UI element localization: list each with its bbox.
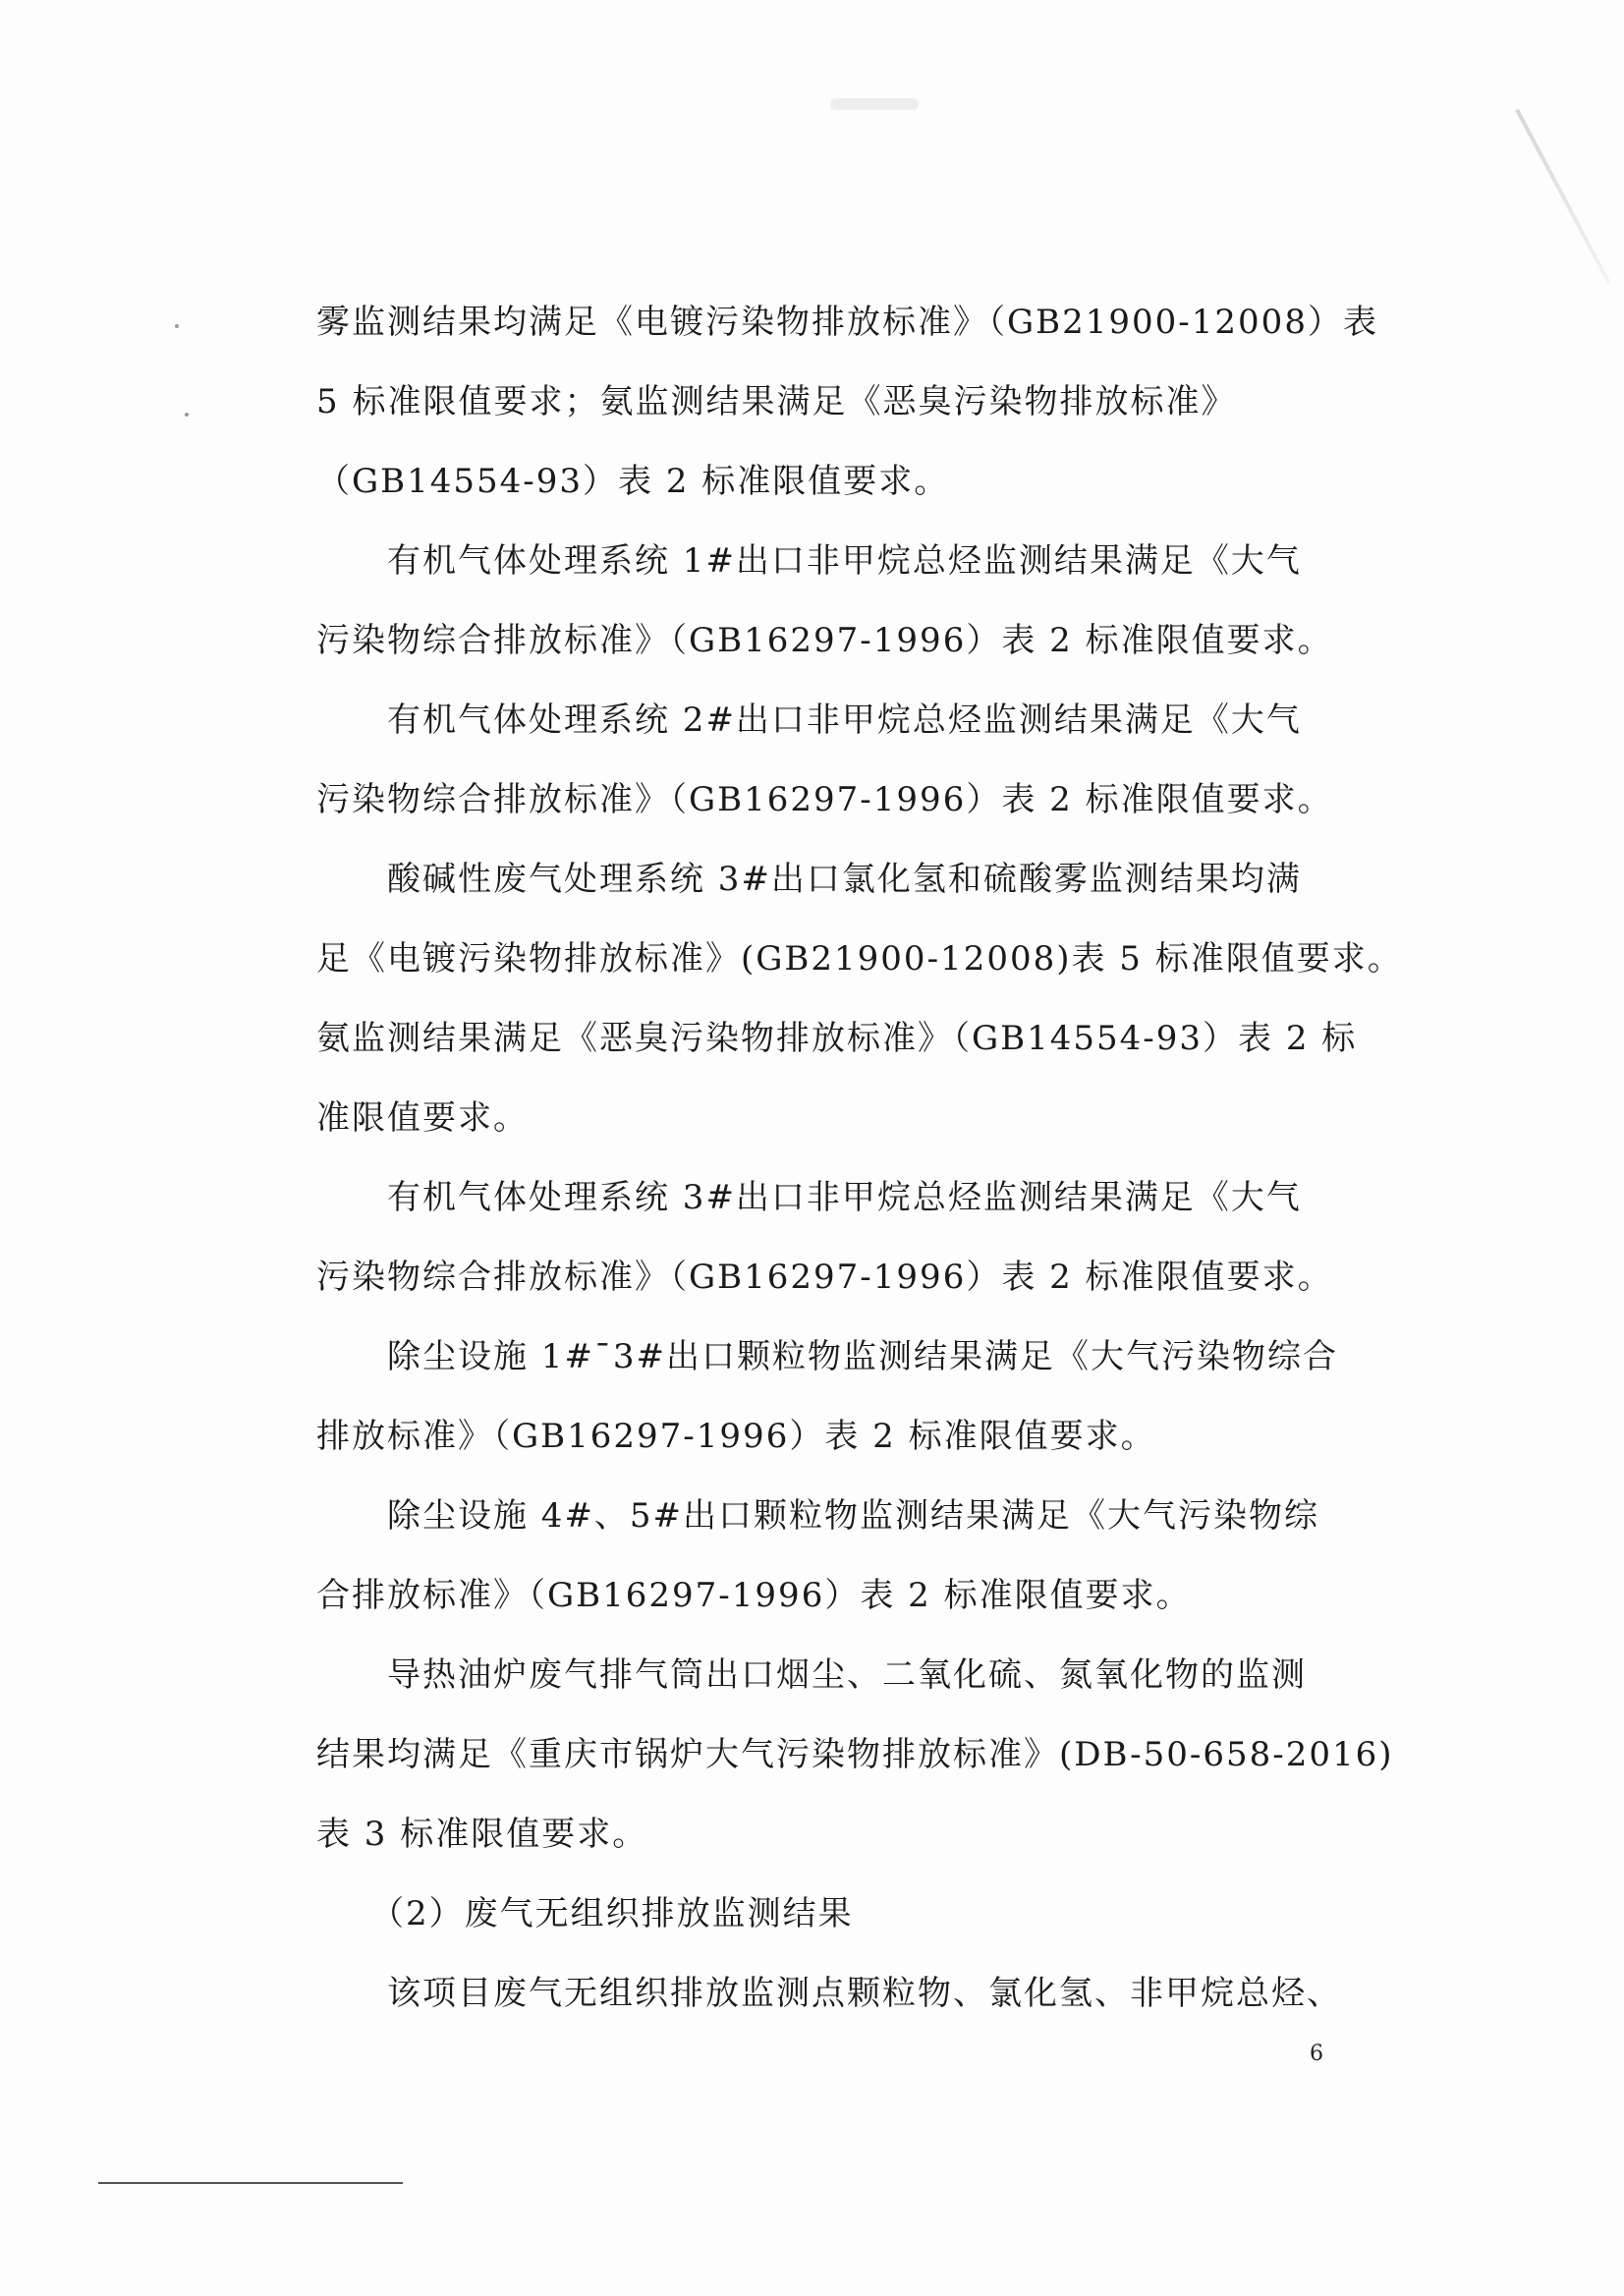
body-text [316,283,1403,2034]
text-line: 表 3 标准限值要求。 [316,1815,648,1854]
section-heading: （2）废气无组织排放监测结果 [316,1894,854,1933]
text-line: 准限值要求。 [316,1098,529,1138]
text-line: 雾监测结果均满足《电镀污染物排放标准》（GB21900-12008）表 [316,303,1378,342]
page-number: 6 [1310,2042,1323,2066]
text-line: 氨监测结果满足《恶臭污染物排放标准》（GB14554-93）表 2 标 [316,1019,1358,1058]
text-line: 除尘设施 1#¯3#出口颗粒物监测结果满足《大气污染物综合 [316,1337,1339,1376]
text-line: 污染物综合排放标准》（GB16297-1996）表 2 标准限值要求。 [316,1258,1333,1297]
text-line: 导热油炉废气排气筒出口烟尘、二氧化硫、氮氧化物的监测 [316,1655,1307,1695]
text-line: （GB14554-93）表 2 标准限值要求。 [316,462,950,501]
text-line: 足《电镀污染物排放标准》(GB21900-12008)表 5 标准限值要求。 [316,939,1403,979]
text-line: 结果均满足《重庆市锅炉大气污染物排放标准》(DB-50-658-2016) [316,1735,1394,1774]
scan-edge-mark [1515,109,1610,284]
text-line: 酸碱性废气处理系统 3#出口氯化氢和硫酸雾监测结果均满 [316,860,1302,899]
text-line: 排放标准》（GB16297-1996）表 2 标准限值要求。 [316,1417,1156,1456]
text-line: 该项目废气无组织排放监测点颗粒物、氯化氢、非甲烷总烃、 [316,1974,1342,2013]
text-line: 有机气体处理系统 1#出口非甲烷总烃监测结果满足《大气 [316,541,1302,581]
text-line: 污染物综合排放标准》（GB16297-1996）表 2 标准限值要求。 [316,780,1333,819]
text-line: 有机气体处理系统 2#出口非甲烷总烃监测结果满足《大气 [316,700,1302,740]
margin-dot [175,324,179,328]
margin-dot [185,413,189,417]
text-line: 除尘设施 4#、5#出口颗粒物监测结果满足《大气污染物综 [316,1496,1320,1536]
scan-smudge [830,98,919,110]
text-line: 合排放标准》（GB16297-1996）表 2 标准限值要求。 [316,1576,1192,1615]
text-line: 有机气体处理系统 3#出口非甲烷总烃监测结果满足《大气 [316,1178,1302,1217]
text-line: 污染物综合排放标准》（GB16297-1996）表 2 标准限值要求。 [316,621,1333,660]
footer-rule [98,2182,403,2184]
text-line: 5 标准限值要求；氨监测结果满足《恶臭污染物排放标准》 [316,382,1237,421]
